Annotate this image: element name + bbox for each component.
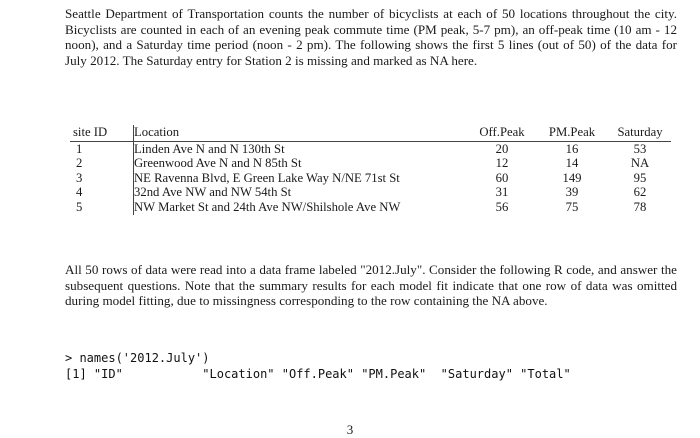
cell-off-peak: 31 [495, 185, 509, 200]
cell-pm-peak: 39 [565, 185, 579, 200]
cell-location: NE Ravenna Blvd, E Green Lake Way N/NE 71st St [134, 170, 400, 185]
bicycle-count-table [70, 125, 671, 215]
cell-site-id: 4 [70, 185, 134, 200]
cell-off-peak: 56 [495, 199, 509, 214]
cell-pm-peak: 149 [562, 170, 582, 185]
cell-location: Greenwood Ave N and N 85th St [134, 156, 302, 171]
table-row [70, 171, 671, 186]
table-header-row [70, 125, 671, 141]
cell-saturday: 95 [633, 170, 647, 185]
cell-site-id: 1 [70, 141, 134, 156]
header-off-peak: Off.Peak [469, 125, 535, 141]
cell-location: NW Market St and 24th Ave NW/Shilshole Ave NW [134, 199, 401, 214]
instructions-paragraph: All 50 rows of data were read into a data frame labeled "2012.July". Consider the following R code, and answer the subsequent questions. Note that the summary results for each model fit indicate that one row of data was omitted during model fitting, due to missingness corresponding to the row containing the NA above. [65, 262, 677, 309]
cell-saturday: 53 [633, 141, 647, 156]
table-row [70, 185, 671, 200]
table-row [70, 200, 671, 215]
header-location: Location [134, 125, 470, 141]
cell-off-peak: 12 [495, 156, 509, 171]
cell-site-id: 3 [70, 171, 134, 186]
cell-saturday: 62 [633, 185, 647, 200]
header-pm-peak: PM.Peak [535, 125, 609, 141]
cell-site-id: 2 [70, 156, 134, 171]
cell-off-peak: 60 [495, 170, 509, 185]
r-output-line: [1] "ID" "Location" "Off.Peak" "PM.Peak" "Saturday" "Total" [65, 367, 571, 381]
cell-saturday: NA [630, 156, 650, 171]
cell-off-peak: 20 [495, 141, 509, 156]
cell-pm-peak: 14 [565, 156, 579, 171]
intro-paragraph: Seattle Department of Transportation counts the number of bicyclists at each of 50 locations throughout the city. Bicyclists are counted in each of an evening peak commute time (PM peak, 5-7 pm), an off-peak time (10 am - 12 noon), and a Saturday time period (noon - 2 pm). The following shows the first 5 lines (out of 50) of the data for July 2012. The Saturday entry for Station 2 is missing and marked as NA here. [65, 6, 677, 68]
cell-location: 32nd Ave NW and NW 54th St [134, 185, 292, 200]
table-row [70, 141, 671, 156]
cell-saturday: 78 [633, 199, 647, 214]
header-saturday: Saturday [609, 125, 671, 141]
cell-location: Linden Ave N and N 130th St [134, 141, 285, 156]
page-number: 3 [346, 422, 354, 437]
table-row [70, 156, 671, 171]
cell-pm-peak: 75 [565, 199, 579, 214]
header-site-id: site ID [70, 125, 134, 141]
r-command-line: > names('2012.July') [65, 351, 210, 365]
cell-pm-peak: 16 [565, 141, 579, 156]
cell-site-id: 5 [70, 200, 134, 215]
